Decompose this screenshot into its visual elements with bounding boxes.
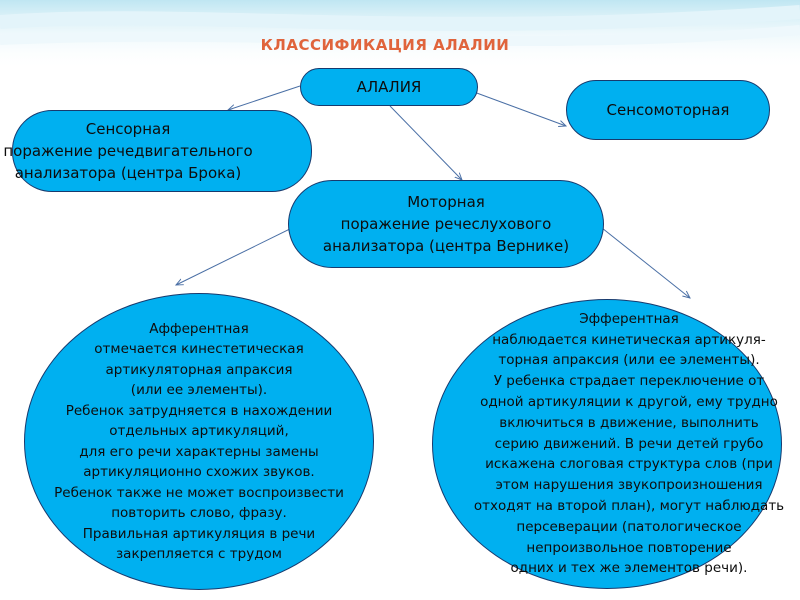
node-afferent-line: артикуляторная апраксия	[105, 361, 293, 378]
node-afferent-line: (или ее элементы).	[130, 382, 268, 398]
node-afferent-line: закрепляется с трудом	[116, 546, 282, 562]
node-motor-title: Моторная	[407, 193, 485, 211]
node-motor-text: поражение речеслухового	[340, 215, 552, 233]
node-afferent-line: Ребенок также не может воспроизвести	[54, 484, 344, 501]
node-sensory-text: анализатора (центра Брока)	[14, 164, 242, 182]
node-efferent-line: серию движений. В речи детей грубо	[494, 435, 764, 452]
node-alalia-label: АЛАЛИЯ	[356, 78, 422, 96]
node-efferent-line: одной артикуляции к другой, ему трудно	[480, 394, 778, 410]
node-efferent-line: искажена слоговая структура слов (при	[485, 456, 773, 473]
node-afferent-line: повторить слово, фразу.	[111, 505, 287, 521]
node-efferent-line: этом нарушения звукопроизношения	[495, 477, 763, 494]
node-efferent-line: персеверации (патологическое	[516, 518, 742, 535]
node-sensory-title: Сенсорная	[85, 120, 171, 138]
node-afferent-line: отдельных артикуляций,	[109, 423, 289, 439]
node-efferent-title: Эфферентная	[579, 310, 679, 327]
arrow-motor-to-afferent	[176, 224, 300, 285]
node-sensorimotor-label: Сенсомоторная	[606, 101, 730, 119]
arrow-alalia-to-sensory	[228, 86, 300, 110]
node-efferent-line: торная апраксия (или ее элементы).	[498, 352, 760, 369]
slide-title: КЛАССИФИКАЦИЯ АЛАЛИИ	[260, 36, 510, 54]
node-afferent-line: артикуляционно схожих звуков.	[83, 464, 315, 480]
node-afferent-line: для его речи характерны замены	[79, 443, 319, 460]
node-afferent-line: Правильная артикуляция в речи	[82, 525, 316, 542]
arrow-alalia-to-sensorimotor	[474, 92, 566, 126]
node-sensory	[3, 110, 312, 192]
arrow-motor-to-efferent	[602, 228, 690, 298]
node-efferent-line: отходят на второй план), могут наблюдать	[473, 497, 785, 514]
node-afferent-line: отмечается кинестетическая	[94, 341, 304, 357]
node-sensorimotor	[566, 80, 770, 140]
node-efferent-line: включиться в движение, выполнить	[499, 414, 759, 431]
node-efferent	[432, 299, 785, 589]
node-motor-text: анализатора (центра Вернике)	[322, 237, 570, 255]
node-efferent-line: У ребенка страдает переключение от	[493, 373, 765, 390]
node-efferent-line: одних и тех же элементов речи).	[510, 560, 748, 577]
node-efferent-line: непроизвольное повторение	[526, 539, 732, 556]
node-afferent-line: Ребенок затрудняется в нахождении	[65, 402, 333, 419]
node-afferent	[24, 293, 374, 590]
node-sensory-text: поражение речедвигательного	[3, 142, 253, 160]
node-afferent-title: Афферентная	[149, 320, 249, 337]
node-motor	[288, 180, 604, 268]
node-efferent-line: наблюдается кинетическая артикуля-	[492, 331, 766, 348]
arrow-alalia-to-motor	[390, 106, 462, 180]
node-alalia	[300, 68, 478, 106]
